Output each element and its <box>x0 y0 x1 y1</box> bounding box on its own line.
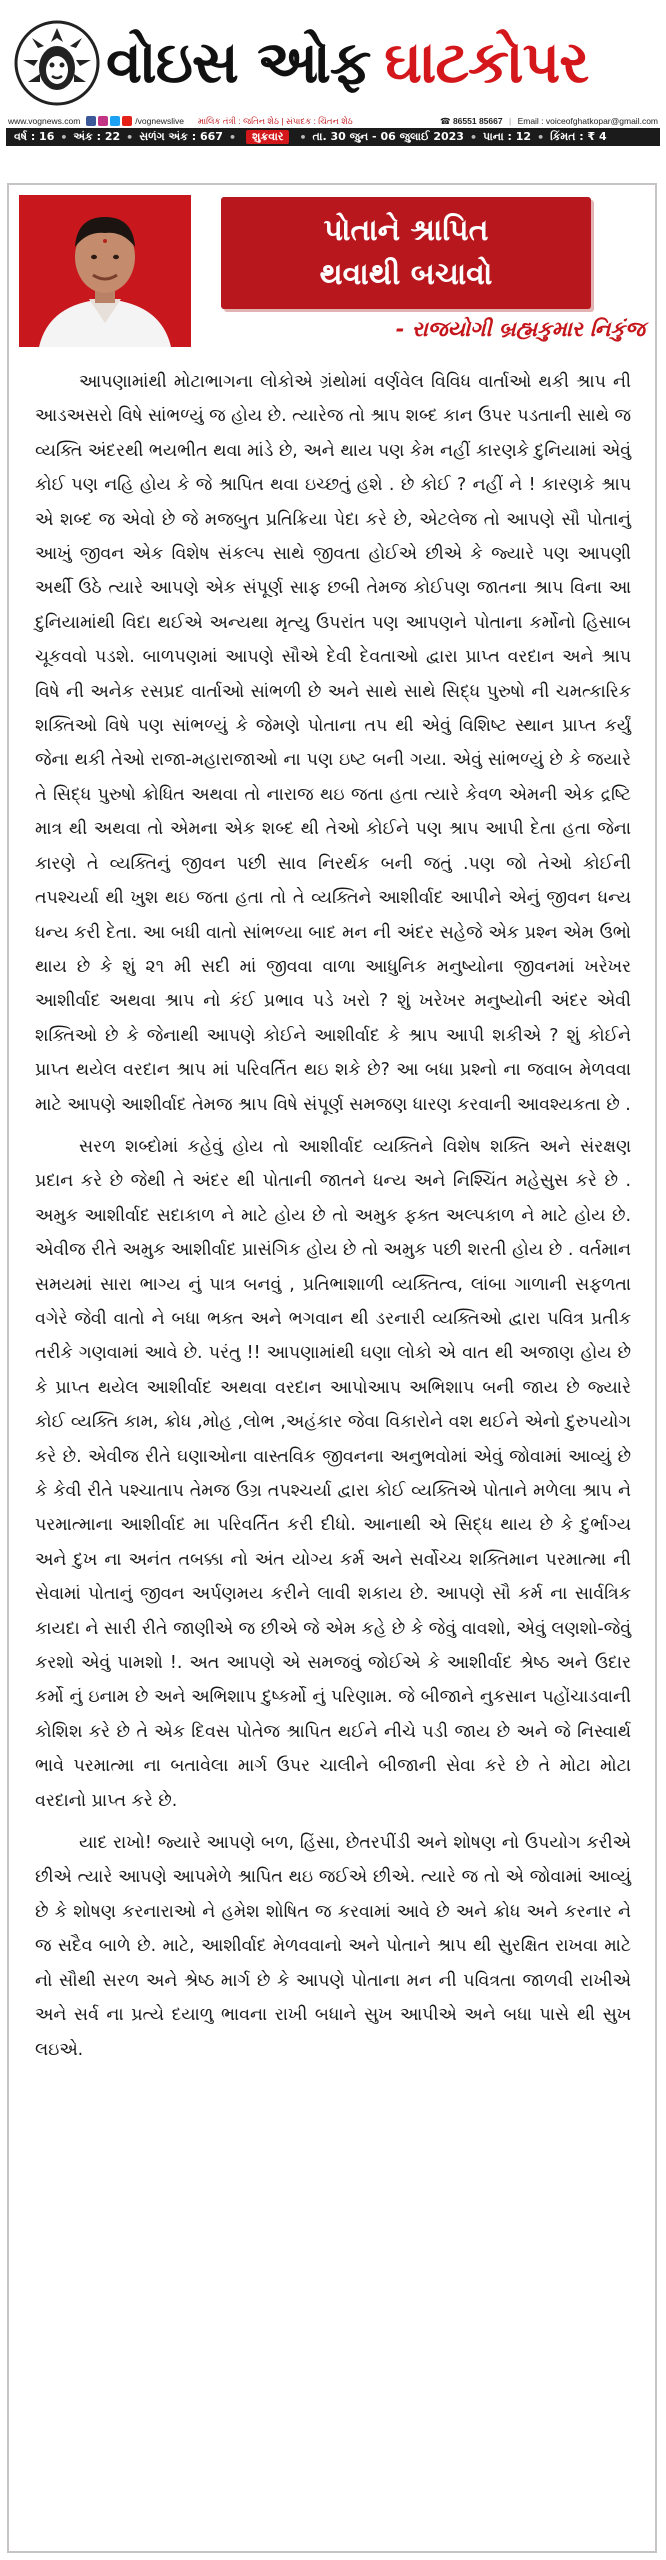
article-paragraph: યાદ રાખો! જ્યારે આપણે બળ, હિંસા, છેતરપીંડી અને શોષણ નો ઉપયોગ કરીએ છીએ ત્યારે આપણે આપમેળે શ્રાપિત થઇ જઈએ છીએ. ત્યારે જ તો એ જોવામાં આવ્યું છે કે શોષણ કરનારાઓ ને હમેશ શોષિત જ કરવામાં આવે છે અને ક્રોધ અને કરનાર ને જ સદૈવ બાળે છે. માટે, આશીર્વાદ મેળવવાનો અને પોતાને શ્રાપ થી સુરક્ષિત રાખવા માટે નો સૌથી સરળ અને શ્રેષ્ઠ માર્ગ છે કે આપણે પોતાના મન ની પવિત્રતા જાળવી રાખીએ અને સર્વ ના પ્રત્યે દયાળુ ભાવના રાખી બધાને સુખ આપીએ અને બધા પાસે થી સુખ લઇએ. <box>35 1833 631 2060</box>
issue-pages: પાના : 12 <box>482 130 532 143</box>
website-link[interactable]: www.vognews.com <box>8 116 81 126</box>
email-address[interactable]: Email : voiceofghatkopar@gmail.com <box>517 115 658 126</box>
brand-title <box>106 14 656 110</box>
youtube-icon[interactable] <box>122 116 132 126</box>
article-title-box <box>221 197 591 309</box>
article-paragraph: સરળ શબ્દોમાં કહેવું હોય તો આશીર્વાદ વ્યક્તિને વિશેષ શક્તિ અને સંરક્ષણ પ્રદાન કરે છે જેથી તે અંદર થી પોતાની જાતને ધન્ય અને નિશ્ચિંત મહેસુસ કરે છે . અમુક આશીર્વાદ સદાકાળ ને માટે હોય છે તો અમુક ફક્ત અલ્પકાળ ને માટે હોય છે. એવીજ રીતે અમુક આશીર્વાદ પ્રાસંગિક હોય છે તો અમુક પછી શરતી હોય છે . વર્તમાન સમયમાં સારા ભાગ્ય નું પાત્ર બનવું , પ્રતિભાશાળી વ્યક્તિત્વ, લાંબા ગાળાની સફળતા વગેરે જેવી વાતો ને બધા ભક્ત અને ભગવાન થી ડરનારી વ્યક્તિઓ દ્વારા પવિત્ર પ્રતીક તરીકે ગણવામાં આવે છે. પરંતુ !! આપણામાંથી ઘણા લોકો એ વાત થી અજાણ હોય છે કે પ્રાપ્ત થયેલ આશીર્વાદ અથવા વરદાન આપોઆપ અભિશાપ બની જાય છે જ્યારે કોઈ વ્યક્તિ કામ, ક્રોધ ,મોહ ,લોભ ,અહંકાર જેવા વિકારોને વશ થઈને એનો દુરુપયોગ કરે છે. એવીજ રીતે ઘણાઓના વાસ્તવિક જીવનના અનુભવોમાં એવું જોવામાં આવ્યું છે કે કેવી રીતે પશ્ચાતાપ તેમજ ઉગ્ર તપશ્ચર્યા દ્વારા કોઈ વ્યક્તિએ પોતાને મળેલા શ્રાપ ને પરમાત્માના આશીર્વાદ મા પરિવર્તિત કરી દીધો. આનાથી એ સિદ્ધ થાય છે કે દુર્ભાગ્ય અને દુખ ના અનંત તબક્કા નો અંત યોગ્ય કર્મ અને સર્વોચ્ચ શક્તિમાન પરમાત્મા ની સેવામાં પોતાનું જીવન અર્પણમય કરીને લાવી શકાય છે. આપણે સૌ કર્મ ના સાર્વત્રિક કાયદા ને સારી રીતે જાણીએ જ છીએ જે એમ કહે છે કે જેવું વાવશો, એવું લણશો-જેવું કરશો એવું પામશો !. અત આપણે એ સમજવું જોઈએ કે આશીર્વાદ શ્રેષ્ઠ અને ઉદાર કર્મો નું ઇનામ છે અને અભિશાપ દુષ્કર્મો નું પરિણામ. જે બીજાને નુકસાન પહોંચાડવાની કોશિશ કરે છે તે એક દિવસ પોતેજ શ્રાપિત થઈને નીચે પડી જાય છે અને જે નિસ્વાર્થ ભાવે પરમાત્મા ના બતાવેલા માર્ગ ઉપર ચાલીને બીજાની સેવા કરે છે તે મોટા મોટા વરદાનો પ્રાપ્ત કરે છે. <box>35 1136 631 1811</box>
issue-number: અંક : 22 <box>73 130 121 143</box>
article-paragraph: આપણામાંથી મોટાભાગના લોકોએ ગ્રંથોમાં વર્ણવેલ વિવિધ વાર્તાઓ થકી શ્રાપ ની આડઅસરો વિષે સાંભળ્યું જ હોય છે. ત્યારેજ તો શ્રાપ શબ્દ કાન ઉપર પડતાની સાથે જ વ્યક્તિ અંદરથી ભયભીત થવા માંડે છે, અને થાય પણ કેમ નહીં કારણકે દુનિયામાં એવું કોઈ પણ નહિ હોય કે જે શ્રાપિત થવા ઇચ્છતું હશે . છે કોઈ ? નહીં ને ! કારણકે શ્રાપ એ શબ્દ જ એવો છે જે મજબુત પ્રતિક્રિયા પેદા કરે છે, એટલેજ તો આપણે સૌ પોતાનું આખું જીવન એક વિશેષ સંકલ્પ સાથે જીવતા હોઈએ છીએ કે જ્યારે પણ આપણી અર્થી ઉઠે ત્યારે આપણે એક સંપૂર્ણ સાફ છબી તેમજ કોઈપણ જાતના શ્રાપ વિના આ દુનિયામાંથી વિદા થઈએ અન્યથા મૃત્યુ ઉપરાંત પણ આપણને પોતાના કર્મોનો હિસાબ ચૂકવવો પડશે. બાળપણમાં આપણે સૌએ દેવી દેવતાઓ દ્વારા પ્રાપ્ત વરદાન અને શ્રાપ વિષે ની અનેક રસપ્રદ વાર્તાઓ સાંભળી છે અને સાથે સાથે સિદ્ધ પુરુષો ની ચમત્કારિક શક્તિઓ વિષે પણ સાંભળ્યું કે જેમણે પોતાના તપ થી એવું વિશિષ્ટ સ્થાન પ્રાપ્ત કર્યું જેના થકી તેઓ રાજા-મહારાજાઓ ના પણ ઇષ્ટ બની ગયા. એવું સાંભળ્યું છે કે જયારે તે સિદ્ધ પુરુષો ક્રોધિત અથવા તો નારાજ થઇ જતા હતા ત્યારે કેવળ એમની એક દ્રષ્ટિ માત્ર થી અથવા તો એમના એક શબ્દ થી તેઓ કોઈને પણ શ્રાપ આપી દેતા હતા જેના કારણે તે વ્યક્તિનું જીવન પછી સાવ નિરર્થક બની જતું .પણ જો તેઓ કોઈની તપશ્ચર્યા થી ખુશ થઇ જતા હતા તો તે વ્યક્તિને આશીર્વાદ આપીને એનું જીવન ધન્ય ધન્ય કરી દેતા. આ બધી વાતો સાંભળ્યા બાદ મન ની અંદર સહેજે એક પ્રશ્ન એમ ઉભો થાય છે કે શું ૨૧ મી સદી માં જીવવા વાળા આધુનિક મનુષ્યોના જીવનમાં ખરેખર આશીર્વાદ અથવા શ્રાપ નો કંઈ પ્રભાવ પડે ખરો ? શું ખરેખર મનુષ્યોની અંદર એવી શક્તિઓ છે કે જેનાથી આપણે કોઈને આશીર્વાદ કે શ્રાપ આપી શકીએ ? શું કોઈને પ્રાપ્ત થયેલ વરદાન શ્રાપ માં પરિવર્તિત થઇ શકે છે? આ બધા પ્રશ્નો ના જવાબ મેળવવા માટે આપણે આશીર્વાદ તેમજ શ્રાપ વિષે સંપૂર્ણ સમજણ ધારણ કરવાની આવશ્યકતા છે . <box>35 372 631 1115</box>
issue-day: શુક્રવાર <box>246 130 289 144</box>
lion-logo-icon <box>14 20 100 106</box>
contact-row <box>8 114 658 128</box>
contact-info: ☎ 86551 85667 | Email : voiceofghatkopar@gmail.com <box>439 115 658 126</box>
brand-title-part1: વોઇસ ઓફ <box>106 28 371 96</box>
author-portrait-icon <box>19 195 191 347</box>
article-body <box>35 365 631 2075</box>
phone-icon: ☎ <box>439 115 451 126</box>
brand-title-part2: ઘાટકોપર <box>384 28 589 96</box>
facebook-icon[interactable] <box>86 116 96 126</box>
author-photo <box>19 195 191 347</box>
editors-credit: માલિક તંત્રી : જતિન શેઠ | સંપાદક : ચિંતન શેઠ <box>197 115 353 126</box>
social-handle[interactable]: /vognewslive <box>135 116 184 126</box>
issue-info-bar: વર્ષ : 16 • અંક : 22 • સળંગ અંક : 667 • શુક્રવાર • તા. 30 જુન - 06 જુલાઈ 2023 • પાના : 12 • કિંમત : ₹ 4 <box>6 128 660 146</box>
masthead <box>0 0 666 148</box>
article-byline: - રાજયોગી બ્રહ્મકુમાર નિકુંજ <box>395 317 645 341</box>
issue-year: વર્ષ : 16 <box>14 130 55 143</box>
social-icons <box>86 116 132 126</box>
phone-number[interactable]: 86551 85667 <box>452 115 503 126</box>
article-title-line2: થવાથી બચાવો <box>319 257 493 292</box>
article-frame <box>7 183 657 2553</box>
issue-total: સળંગ અંક : 667 <box>139 130 223 143</box>
issue-price: કિંમત : ₹ 4 <box>550 130 607 143</box>
issue-dates: તા. 30 જુન - 06 જુલાઈ 2023 <box>312 130 464 143</box>
twitter-icon[interactable] <box>110 116 120 126</box>
article-title-line1: પોતાને શ્રાપિત <box>323 213 489 248</box>
instagram-icon[interactable] <box>98 116 108 126</box>
